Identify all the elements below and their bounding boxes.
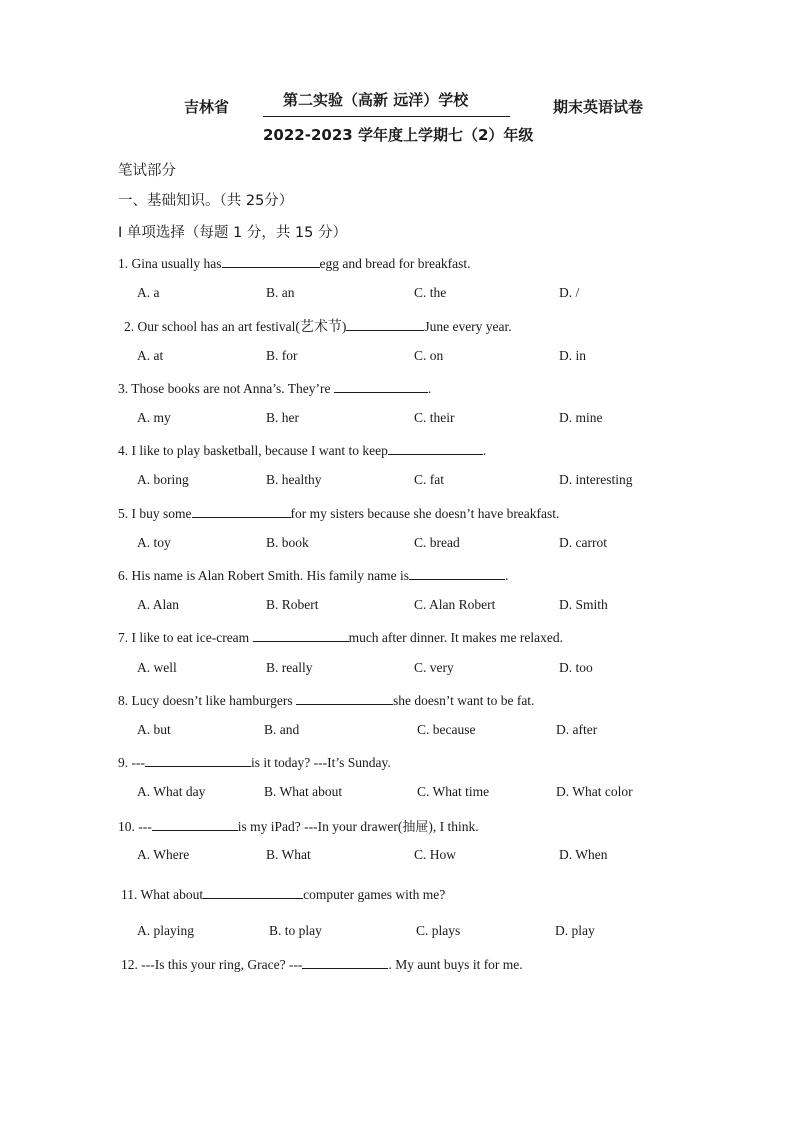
answer-blank[interactable] — [152, 817, 238, 831]
option-a[interactable]: A. a — [137, 285, 160, 300]
question-11 — [121, 885, 445, 903]
paren-close: ) — [341, 319, 347, 334]
question-stem-end: for my sisters because she doesn’t have breakfast. — [290, 506, 560, 521]
answer-blank[interactable] — [409, 566, 505, 580]
answer-blank[interactable] — [334, 379, 428, 393]
answer-blank[interactable] — [253, 628, 349, 642]
option-d[interactable]: D. mine — [559, 410, 603, 425]
question-3 — [118, 379, 431, 397]
question-stem: 11. What about — [121, 887, 204, 902]
section-basic-knowledge: 一、基础知识。（共 25分） — [118, 193, 294, 209]
header-underline — [263, 116, 510, 117]
question-stem-end: is my iPad? ---In your drawer( — [237, 819, 403, 834]
option-d[interactable]: D. Smith — [559, 597, 608, 612]
question-8 — [118, 691, 534, 709]
option-a[interactable]: A. at — [137, 348, 164, 363]
option-a[interactable]: A. but — [137, 722, 171, 737]
header-school: 第二实验（高新 远洋）学校 — [283, 91, 469, 109]
question-stem-end: much after dinner. It makes me relaxed. — [348, 630, 563, 645]
option-d[interactable]: D. play — [555, 923, 595, 938]
question-stem: 1. Gina usually has — [118, 256, 222, 271]
question-6 — [118, 566, 508, 584]
answer-blank[interactable] — [388, 441, 483, 455]
option-a[interactable]: A. my — [137, 410, 171, 425]
chinese-gloss: 艺术节 — [299, 319, 342, 335]
option-b[interactable]: B. Robert — [266, 597, 319, 612]
question-stem: 12. ---Is this your ring, Grace? --- — [121, 957, 303, 972]
answer-blank[interactable] — [302, 955, 388, 969]
question-stem: 5. I buy some — [118, 506, 192, 521]
question-2 — [124, 316, 512, 336]
option-b[interactable]: B. an — [266, 285, 295, 300]
option-c[interactable]: C. fat — [414, 472, 444, 487]
option-a[interactable]: A. toy — [137, 535, 171, 550]
option-a[interactable]: A. boring — [137, 472, 189, 487]
question-stem: 9. --- — [118, 755, 145, 770]
question-stem-end: is it today? ---It’s Sunday. — [251, 755, 391, 770]
answer-blank[interactable] — [192, 504, 291, 518]
question-stem: 8. Lucy doesn’t like hamburgers — [118, 693, 293, 708]
answer-blank[interactable] — [222, 254, 320, 268]
option-a[interactable]: A. What day — [137, 784, 206, 799]
option-b[interactable]: B. really — [266, 660, 313, 675]
question-9 — [118, 753, 391, 771]
question-stem-end: she doesn’t want to be fat. — [392, 693, 535, 708]
option-c[interactable]: C. on — [414, 348, 444, 363]
question-stem-end: . — [504, 568, 509, 583]
answer-blank[interactable] — [346, 317, 424, 331]
question-stem: 2. Our school has an art festival( — [124, 319, 300, 334]
option-b[interactable]: B. for — [266, 348, 298, 363]
question-7 — [118, 628, 563, 646]
option-d[interactable]: D. When — [559, 847, 608, 862]
question-10 — [118, 816, 479, 835]
option-b[interactable]: B. and — [264, 722, 300, 737]
question-stem: 3. Those books are not Anna’s. They’re — [118, 381, 331, 396]
option-a[interactable]: A. playing — [137, 923, 194, 938]
option-b[interactable]: B. What — [266, 847, 311, 862]
option-c[interactable]: C. What time — [417, 784, 490, 799]
answer-blank[interactable] — [203, 885, 303, 899]
option-c[interactable]: C. very — [414, 660, 454, 675]
question-stem-end: . My aunt buys it for me. — [388, 957, 523, 972]
option-b[interactable]: B. healthy — [266, 472, 322, 487]
option-c[interactable]: C. because — [417, 722, 476, 737]
option-b[interactable]: B. What about — [264, 784, 343, 799]
question-stem-end: . — [427, 381, 432, 396]
option-c[interactable]: C. How — [414, 847, 457, 862]
option-b[interactable]: B. to play — [269, 923, 322, 938]
header-exam: 期末英语试卷 — [553, 98, 644, 116]
header-subtitle: 2022-2023 学年度上学期七（2）年级 — [263, 126, 534, 144]
option-c[interactable]: C. Alan Robert — [414, 597, 496, 612]
question-stem: 6. His name is Alan Robert Smith. His family name is — [118, 568, 409, 583]
option-a[interactable]: A. Where — [137, 847, 190, 862]
question-stem-end: computer games with me? — [303, 887, 446, 902]
option-d[interactable]: D. / — [559, 285, 580, 300]
option-d[interactable]: D. in — [559, 348, 586, 363]
question-stem: 10. --- — [118, 819, 152, 834]
answer-blank[interactable] — [296, 691, 393, 705]
answer-blank[interactable] — [145, 753, 251, 767]
question-12 — [121, 955, 523, 973]
question-stem-end: June every year. — [424, 319, 512, 334]
question-stem: 4. I like to play basketball, because I want to keep — [118, 443, 388, 458]
question-5 — [118, 504, 559, 522]
option-b[interactable]: B. book — [266, 535, 309, 550]
question-1 — [118, 254, 471, 272]
option-d[interactable]: D. carrot — [559, 535, 607, 550]
option-d[interactable]: D. too — [559, 660, 593, 675]
question-stem-tail: ), I think. — [428, 819, 479, 834]
option-c[interactable]: C. plays — [416, 923, 461, 938]
option-d[interactable]: D. interesting — [559, 472, 633, 487]
option-d[interactable]: D. after — [556, 722, 598, 737]
option-b[interactable]: B. her — [266, 410, 299, 425]
question-stem: 7. I like to eat ice-cream — [118, 630, 250, 645]
question-stem-end: egg and bread for breakfast. — [319, 256, 471, 271]
question-stem-end: . — [482, 443, 487, 458]
option-c[interactable]: C. their — [414, 410, 455, 425]
option-c[interactable]: C. bread — [414, 535, 460, 550]
chinese-gloss: 抽屉 — [402, 820, 429, 835]
option-a[interactable]: A. well — [137, 660, 177, 675]
option-c[interactable]: C. the — [414, 285, 447, 300]
question-4 — [118, 441, 486, 459]
header-province: 吉林省 — [184, 98, 230, 116]
option-a[interactable]: A. Alan — [137, 597, 179, 612]
section-written: 笔试部分 — [118, 163, 176, 179]
part-single-choice: I 单项选择（每题 1 分，共 15 分） — [118, 225, 347, 241]
option-d[interactable]: D. What color — [556, 784, 633, 799]
